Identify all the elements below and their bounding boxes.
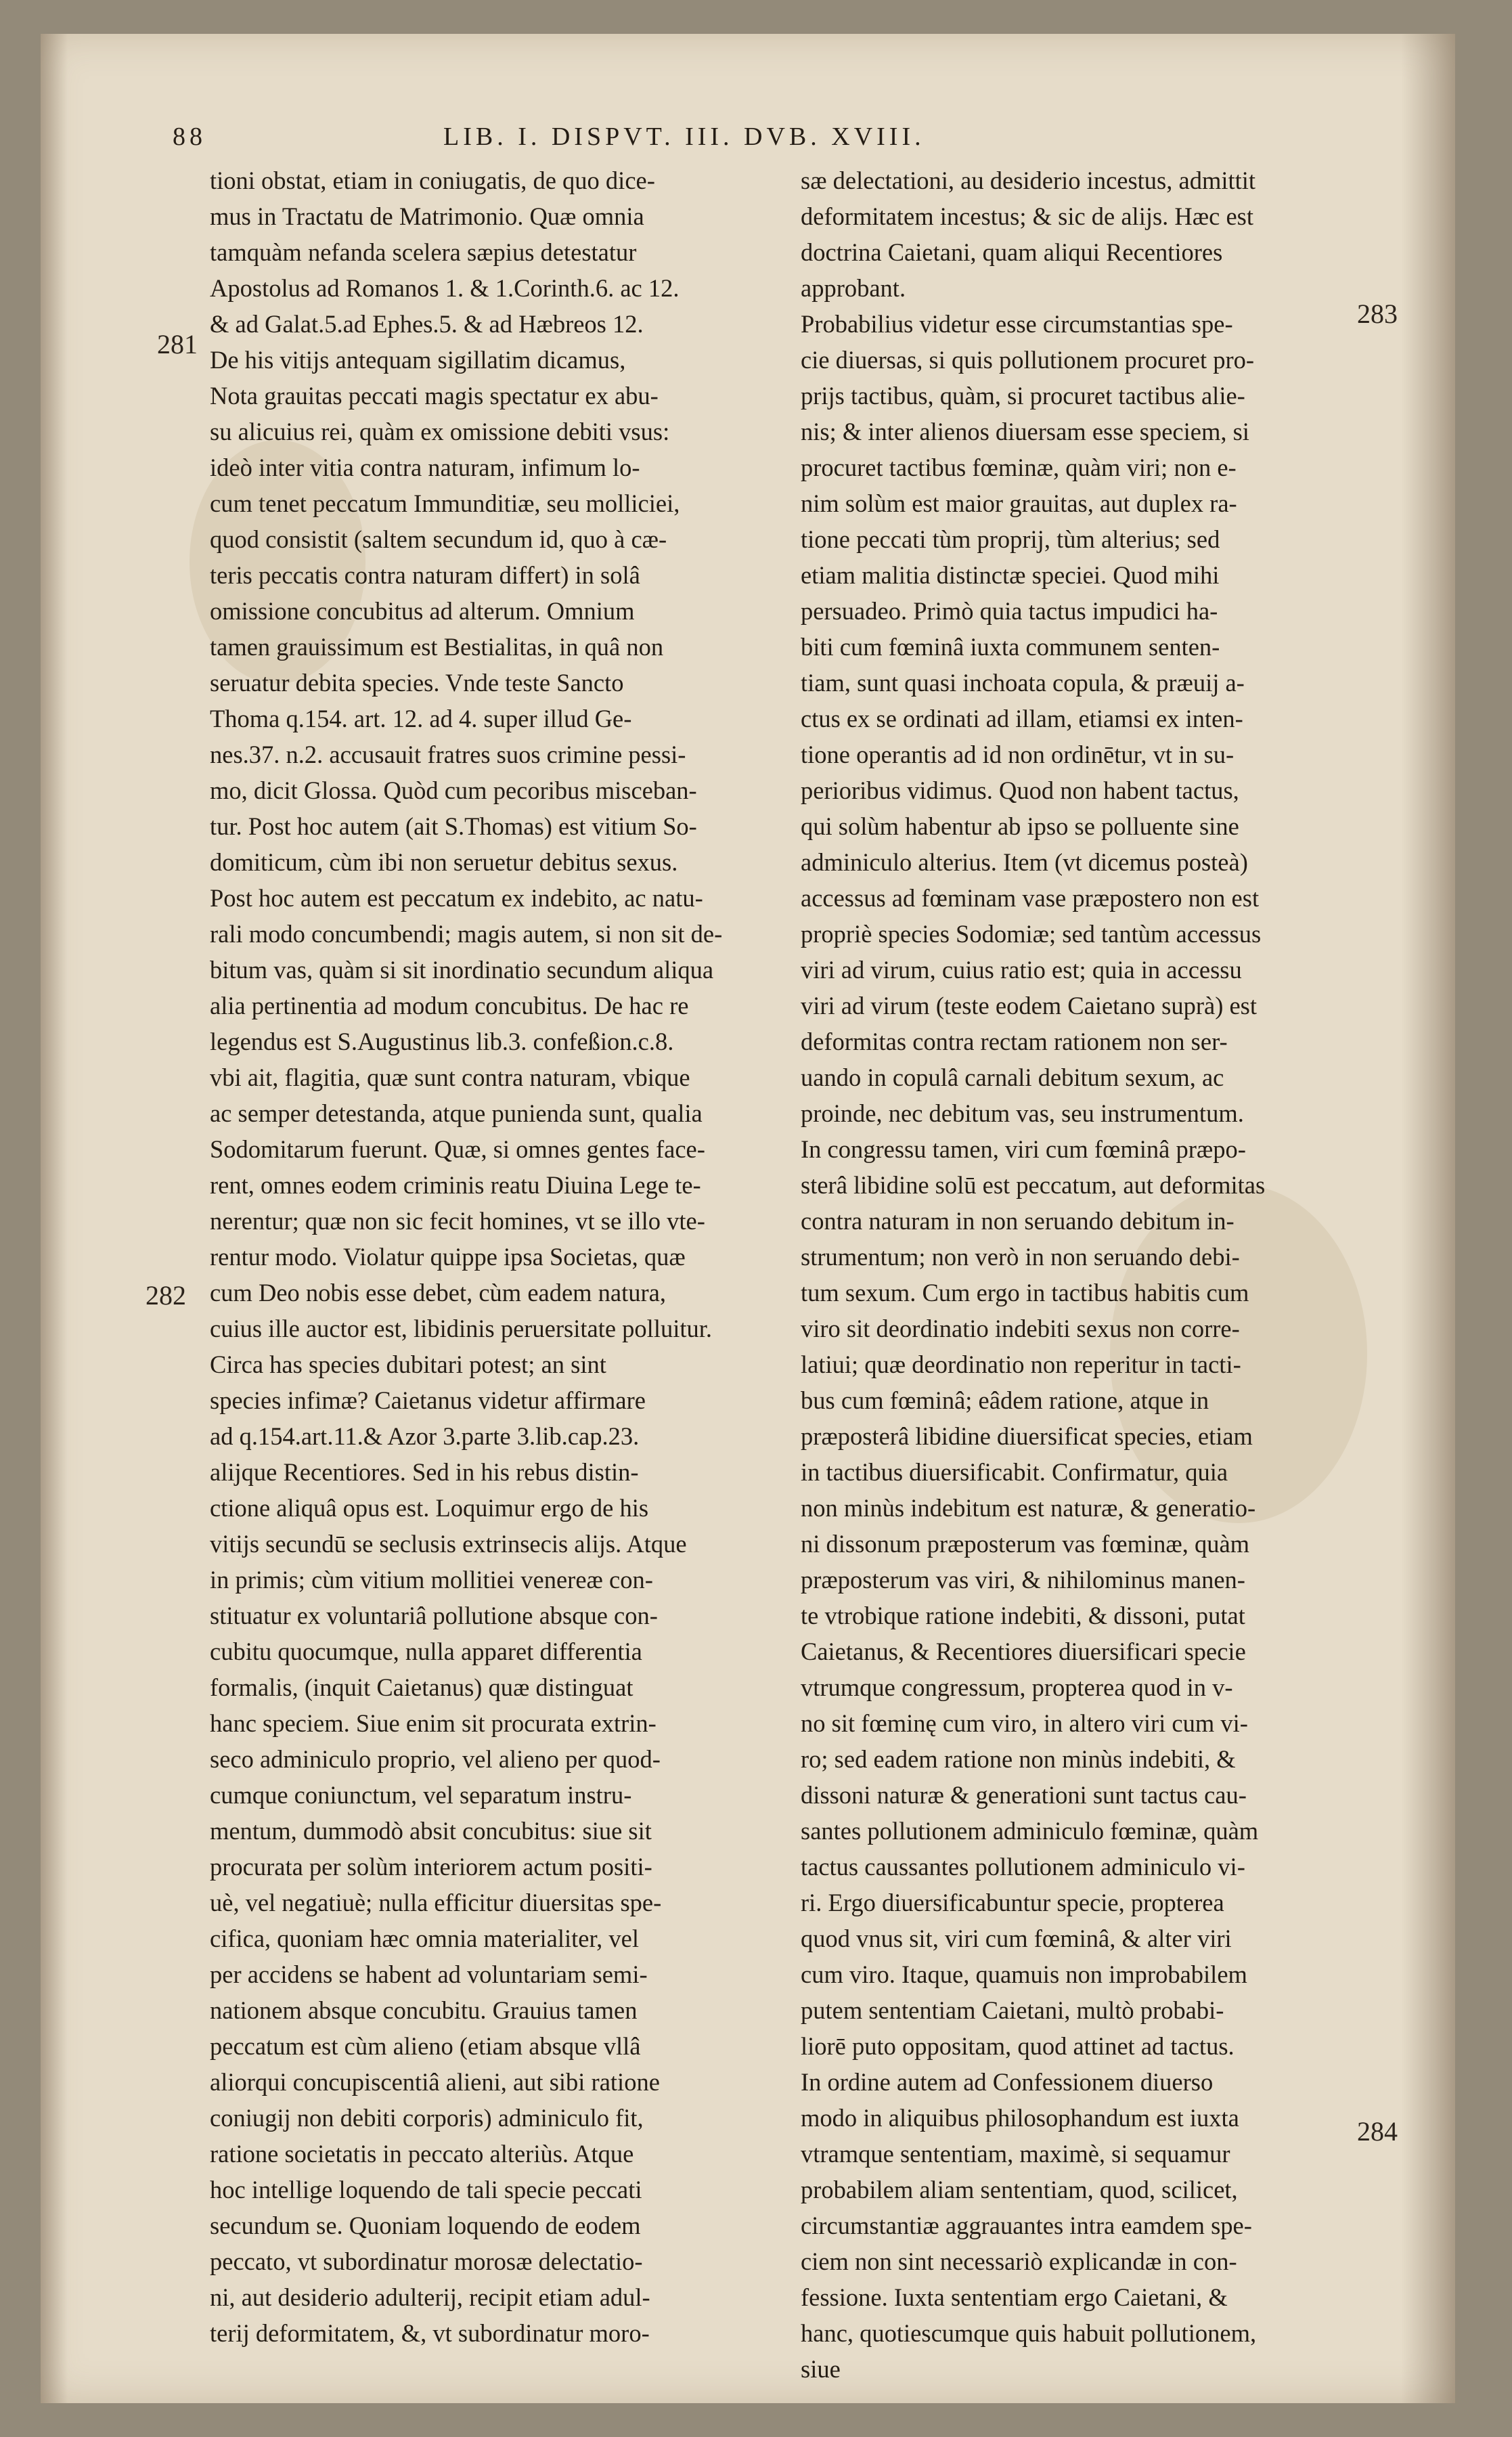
text-line: nationem absque concubitu. Grauius tamen [210, 1996, 638, 2024]
text-line: Thoma q.154. art. 12. ad 4. super illud Ge- [210, 705, 632, 732]
text-line: seruatur debita species. Vnde teste Sancto [210, 669, 624, 697]
text-line: siue [801, 2355, 841, 2383]
text-line: rali modo concumbendi; magis autem, si non sit de- [210, 920, 723, 948]
text-line: non minùs indebitum est naturæ, & generatio- [801, 1494, 1256, 1522]
text-line: tiam, sunt quasi inchoata copula, & præuij a- [801, 669, 1245, 697]
text-line: coniugij non debiti corporis) adminiculo fit, [210, 2104, 644, 2132]
text-line: persuadeo. Primò quia tactus impudici ha- [801, 597, 1218, 625]
text-line: vtramque sententiam, maximè, si sequamur [801, 2140, 1230, 2168]
margin-number-281: 281 [157, 329, 198, 359]
text-line: contra naturam in non seruando debitum in- [801, 1207, 1235, 1235]
text-line: santes pollutionem adminiculo fœminæ, quàm [801, 1817, 1259, 1845]
text-line: tione peccati tùm proprij, tùm alterius; sed [801, 525, 1220, 553]
text-line: su alicuius rei, quàm ex omissione debiti vsus: [210, 418, 670, 445]
text-line: tamquàm nefanda scelera sæpius detestatur [210, 238, 637, 266]
gutter-shadow [1401, 34, 1455, 2403]
text-line: sterâ libidine solū est peccatum, aut deformitas [801, 1171, 1266, 1199]
text-line: proinde, nec debitum vas, seu instrumentum. [801, 1099, 1244, 1127]
text-line: ideò inter vitia contra naturam, infimum lo- [210, 454, 640, 481]
text-line: bus cum fœminâ; eâdem ratione, atque in [801, 1386, 1209, 1414]
text-line: hanc speciem. Siue enim sit procurata extrin- [210, 1709, 657, 1737]
text-line: peccato, vt subordinatur morosæ delectatio- [210, 2247, 643, 2275]
text-line: bitum vas, quàm si sit inordinatio secundum aliqua [210, 956, 714, 984]
text-line: te vtrobique ratione indebiti, & dissoni, putat [801, 1602, 1245, 1629]
text-line: per accidens se habent ad voluntariam semi- [210, 1960, 648, 1988]
text-line: liorē puto oppositam, quod attinet ad tactus. [801, 2032, 1235, 2060]
text-line: vtrumque congressum, propterea quod in v- [801, 1673, 1233, 1701]
text-line: ni dissonum præposterum vas fœminæ, quàm [801, 1530, 1250, 1558]
text-line: viri ad virum (teste eodem Caietano suprà) est [801, 992, 1258, 1019]
margin-number-282: 282 [146, 1280, 186, 1311]
text-line: deformitatem incestus; & sic de alijs. Hæc est [801, 202, 1254, 230]
text-line: nis; & inter alienos diuersam esse speciem, si [801, 418, 1249, 445]
text-line: secundum se. Quoniam loquendo de eodem [210, 2212, 641, 2239]
text-line: modo in aliquibus philosophandum est iuxta [801, 2104, 1239, 2132]
text-line: cuius ille auctor est, libidinis peruersitate polluitur. [210, 1315, 713, 1342]
text-line: in tactibus diuersificabit. Confirmatur, quia [801, 1458, 1228, 1486]
text-line: approbant. [801, 274, 906, 302]
text-line: alijque Recentiores. Sed in his rebus distin- [210, 1458, 639, 1486]
text-line: cum viro. Itaque, quamuis non improbabilem [801, 1960, 1247, 1988]
text-line: dissoni naturæ & generationi sunt tactus cau- [801, 1781, 1247, 1809]
text-line: tactus caussantes pollutionem adminiculo vi- [801, 1853, 1245, 1881]
text-line: adminiculo alterius. Item (vt dicemus posteà) [801, 848, 1248, 876]
text-line: alia pertinentia ad modum concubitus. De hac re [210, 992, 689, 1019]
text-line: latiui; quæ deordinatio non reperitur in tacti- [801, 1351, 1241, 1378]
margin-number-284: 284 [1357, 2116, 1398, 2147]
running-head [173, 122, 1330, 162]
text-line: cum tenet peccatum Immunditiæ, seu molliciei, [210, 489, 680, 517]
text-line: vbi ait, flagitia, quæ sunt contra naturam, vbique [210, 1063, 690, 1091]
text-line: cie diuersas, si quis pollutionem procuret pro- [801, 346, 1255, 374]
text-line: fessione. Iuxta sententiam ergo Caietani, & [801, 2283, 1228, 2311]
text-line: uando in copulâ carnali debitum sexum, ac [801, 1063, 1224, 1091]
text-line: ctus ex se ordinati ad illam, etiamsi ex inten- [801, 705, 1243, 732]
text-line: Post hoc autem est peccatum ex indebito, ac natu- [210, 884, 703, 912]
text-line: ro; sed eadem ratione non minùs indebiti, & [801, 1745, 1236, 1773]
text-line: accessus ad fœminam vase præpostero non est [801, 884, 1260, 912]
text-line: doctrina Caietani, quam aliqui Recentiores [801, 238, 1223, 266]
text-line: cifica, quoniam hæc omnia materialiter, vel [210, 1925, 640, 1952]
text-line: ad q.154.art.11.& Azor 3.parte 3.lib.cap.23. [210, 1422, 640, 1450]
text-line: quod vnus sit, viri cum fœminâ, & alter viri [801, 1925, 1232, 1952]
text-line: biti cum fœminâ iuxta communem senten- [801, 633, 1220, 661]
text-line: etiam malitia distinctæ speciei. Quod mihi [801, 561, 1220, 589]
text-line: Caietanus, & Recentiores diuersificari specie [801, 1638, 1246, 1665]
text-line: ctione aliquâ opus est. Loquimur ergo de his [210, 1494, 649, 1522]
text-line: aliorqui concupiscentiâ alieni, aut sibi ratione [210, 2068, 660, 2096]
text-line: terij deformitatem, &, vt subordinatur moro- [210, 2319, 650, 2347]
text-line: mo, dicit Glossa. Quòd cum pecoribus misceban- [210, 776, 697, 804]
text-line: viro sit deordinatio indebiti sexus non corre- [801, 1315, 1240, 1342]
text-line: tur. Post hoc autem (ait S.Thomas) est vitium So- [210, 812, 697, 840]
text-line: tum sexum. Cum ergo in tactibus habitis cum [801, 1279, 1249, 1307]
text-line: mus in Tractatu de Matrimonio. Quæ omnia [210, 202, 644, 230]
text-line: stituatur ex voluntariâ pollutione absque con- [210, 1602, 658, 1629]
text-line: cumque coniunctum, vel separatum instru- [210, 1781, 632, 1809]
text-line: strumentum; non verò in non seruando debi- [801, 1243, 1240, 1271]
text-line: ni, aut desiderio adulterij, recipit etiam adul- [210, 2283, 650, 2311]
text-line: nes.37. n.2. accusauit fratres suos crimine pessi- [210, 741, 686, 768]
text-line: tioni obstat, etiam in coniugatis, de quo dice- [210, 167, 655, 194]
text-line: propriè species Sodomiæ; sed tantùm accessus [801, 920, 1262, 948]
text-line: Circa has species dubitari potest; an sint [210, 1351, 606, 1378]
text-line: præposterum vas viri, & nihilominus manen- [801, 1566, 1245, 1594]
text-line: formalis, (inquit Caietanus) quæ distinguat [210, 1673, 633, 1701]
page-edge-shadow [41, 34, 68, 2403]
text-line: quod consistit (saltem secundum id, quo à cæ- [210, 525, 667, 553]
text-line: rentur modo. Violatur quippe ipsa Societas, quæ [210, 1243, 686, 1271]
text-line: procurata per solùm interiorem actum positi- [210, 1853, 652, 1881]
right-text-column [801, 162, 1342, 2387]
running-head-title: LIB. I. DISPVT. III. DVB. XVIII. [443, 123, 925, 151]
text-line: & ad Galat.5.ad Ephes.5. & ad Hæbreos 12. [210, 310, 644, 338]
text-line: probabilem aliam sententiam, quod, scilicet, [801, 2176, 1238, 2203]
text-line: no sit fœminę cum viro, in altero viri cum vi- [801, 1709, 1248, 1737]
text-line: ratione societatis in peccato alteriùs. Atque [210, 2140, 634, 2168]
text-line: peccatum est cùm alieno (etiam absque vllâ [210, 2032, 641, 2060]
text-line: mentum, dummodò absit concubitus: siue sit [210, 1817, 652, 1845]
text-line: ciem non sint necessariò explicandæ in con- [801, 2247, 1237, 2275]
text-line: circumstantiæ aggrauantes intra eamdem spe- [801, 2212, 1252, 2239]
text-line: hanc, quotiescumque quis habuit pollutionem, [801, 2319, 1257, 2347]
text-line: legendus est S.Augustinus lib.3. confeßion.c.8. [210, 1028, 674, 1055]
text-line: Nota grauitas peccati magis spectatur ex abu- [210, 382, 659, 410]
text-line: rent, omnes eodem criminis reatu Diuina Lege te- [210, 1171, 701, 1199]
text-line: ri. Ergo diuersificabuntur specie, propterea [801, 1889, 1224, 1916]
text-line: cubitu quocumque, nulla apparet differentia [210, 1638, 642, 1665]
margin-number-283: 283 [1357, 299, 1398, 329]
text-line: species infimæ? Caietanus videtur affirmare [210, 1386, 646, 1414]
text-line: deformitas contra rectam rationem non ser- [801, 1028, 1228, 1055]
text-line: De his vitijs antequam sigillatim dicamus, [210, 346, 626, 374]
text-line: tamen grauissimum est Bestialitas, in quâ non [210, 633, 664, 661]
text-line: præposterâ libidine diuersificat species, etiam [801, 1422, 1253, 1450]
text-line: domiticum, cùm ibi non seruetur debitus sexus. [210, 848, 678, 876]
text-line: tione operantis ad id non ordinētur, vt in su- [801, 741, 1235, 768]
text-line: seco adminiculo proprio, vel alieno per quod- [210, 1745, 661, 1773]
text-line: In congressu tamen, viri cum fœminâ præpo- [801, 1135, 1246, 1163]
text-line: qui solùm habentur ab ipso se polluente sine [801, 812, 1239, 840]
text-line: hoc intellige loquendo de tali specie peccati [210, 2176, 642, 2203]
text-line: uè, vel negatiuè; nulla efficitur diuersitas spe- [210, 1889, 662, 1916]
text-line: cum Deo nobis esse debet, cùm eadem natura, [210, 1279, 667, 1307]
text-line: viri ad virum, cuius ratio est; quia in accessu [801, 956, 1242, 984]
text-line: prijs tactibus, quàm, si procuret tactibus alie- [801, 382, 1245, 410]
page-number: 88 [173, 123, 206, 151]
text-line: perioribus vidimus. Quod non habent tactus, [801, 776, 1239, 804]
text-line: vitijs secundū se seclusis extrinsecis alijs. Atque [210, 1530, 687, 1558]
text-line: procuret tactibus fœminæ, quàm viri; non e- [801, 454, 1237, 481]
text-line: nerentur; quæ non sic fecit homines, vt se illo vte- [210, 1207, 705, 1235]
text-line: nim solùm est maior grauitas, aut duplex ra- [801, 489, 1237, 517]
text-line: Probabilius videtur esse circumstantias spe- [801, 310, 1233, 338]
text-line: Apostolus ad Romanos 1. & 1.Corinth.6. ac 12. [210, 274, 680, 302]
text-line: In ordine autem ad Confessionem diuerso [801, 2068, 1214, 2096]
text-line: putem sententiam Caietani, multò probabi- [801, 1996, 1224, 2024]
text-line: sæ delectationi, au desiderio incestus, admittit [801, 167, 1256, 194]
text-line: teris peccatis contra naturam differt) in solâ [210, 561, 640, 589]
text-line: in primis; cùm vitium mollitiei venereæ con- [210, 1566, 653, 1594]
text-line: omissione concubitus ad alterum. Omnium [210, 597, 635, 625]
left-text-column [210, 162, 763, 2351]
text-line: Sodomitarum fuerunt. Quæ, si omnes gentes face- [210, 1135, 705, 1163]
text-line: ac semper detestanda, atque punienda sunt, qualia [210, 1099, 703, 1127]
